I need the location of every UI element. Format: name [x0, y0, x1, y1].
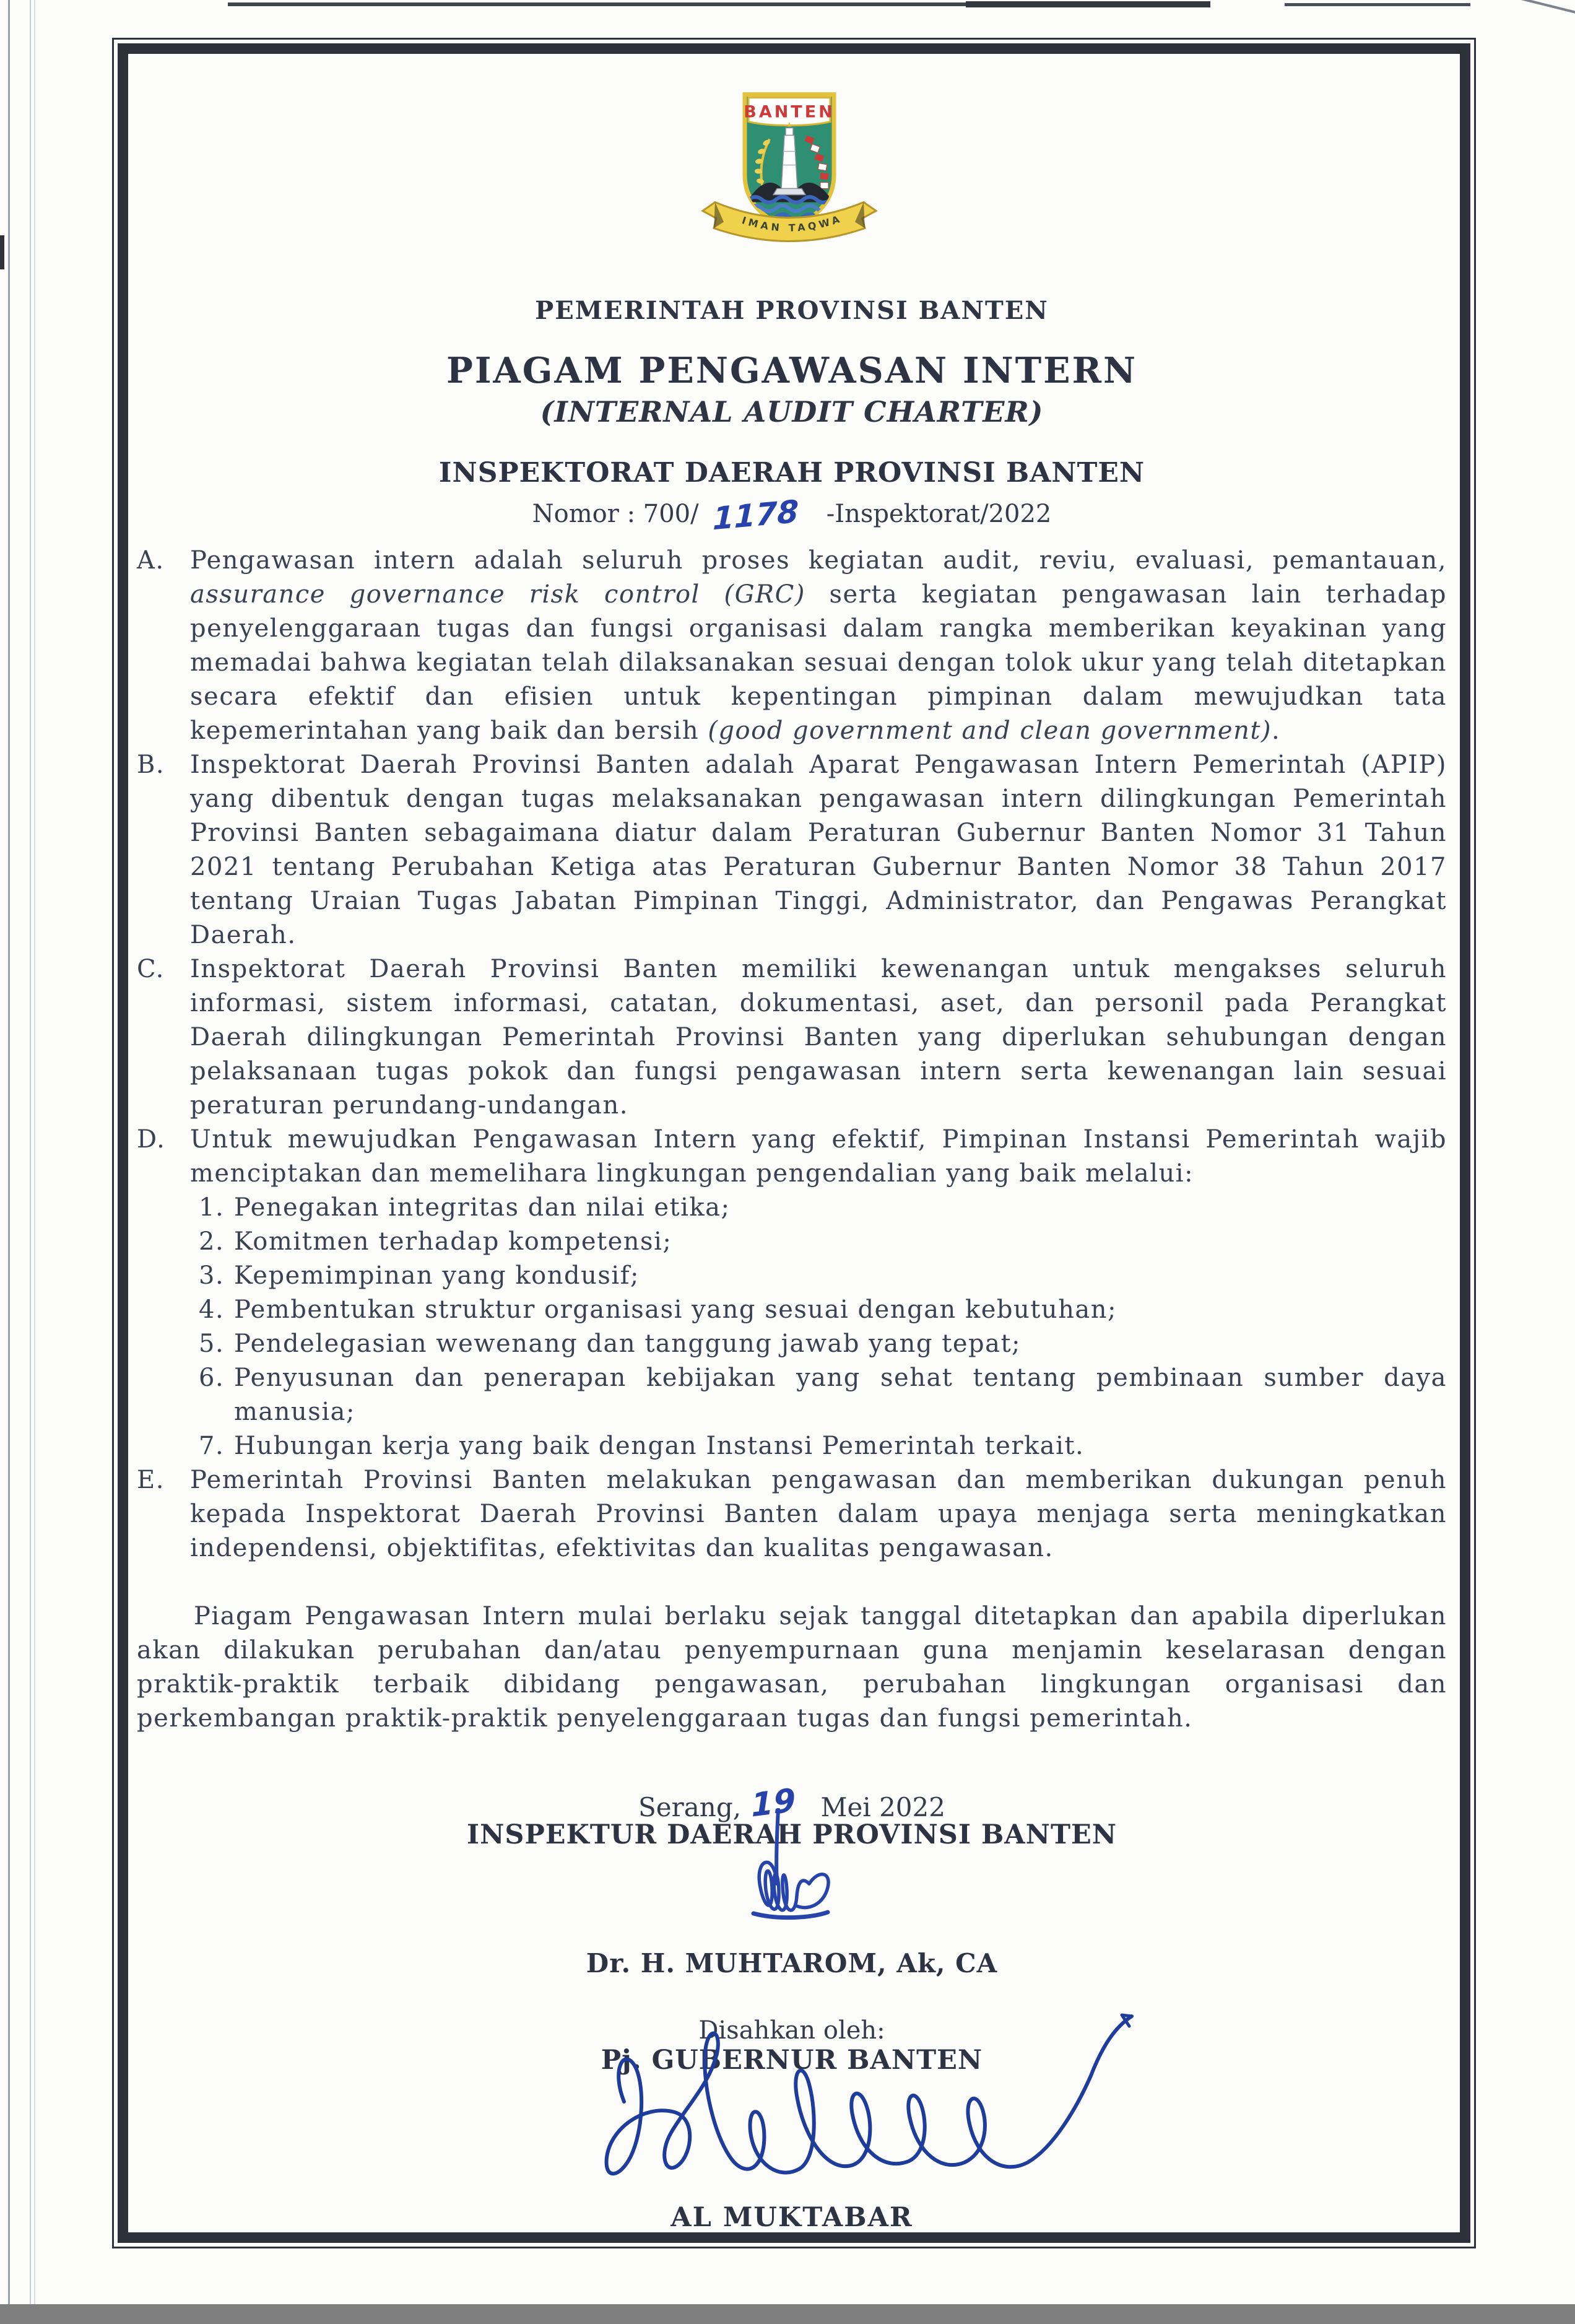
list-item-number: 4.: [199, 1295, 225, 1324]
list-item-text: Kepemimpinan yang kondusif;: [234, 1261, 640, 1290]
document-number-line: [137, 493, 1447, 537]
document-subtitle: (INTERNAL AUDIT CHARTER): [540, 395, 1044, 429]
paragraph-text: Pengawasan intern adalah seluruh proses kegiatan audit, reviu, evaluasi, pemantauan, assurance governance risk control (GRC) serta kegiatan pengawasan lain terhadap penyelenggaraan tugas dan fungsi organisasi dalam rangka memberikan keyakinan yang memadai bahwa kegiatan telah dilaksanakan sesuai dengan tolok ukur yang telah ditetapkan secara efektif dan efisien untuk kepentingan pimpinan dalam mewujudkan tata kepemerintahan yang baik dan bersih (good government and clean government).: [190, 546, 1447, 745]
paragraph-label: D.: [137, 1125, 166, 1154]
signer2-role: Pj. GUBERNUR BANTEN: [601, 2045, 983, 2076]
scan-top-smudge: [966, 1, 1210, 7]
paragraph-c: [137, 952, 1447, 1123]
scan-bottom-band: [0, 2304, 1575, 2324]
list-item-text: Hubungan kerja yang baik dengan Instansi Pemerintah terkait.: [234, 1432, 1085, 1460]
list-item-number: 2.: [199, 1227, 225, 1256]
agency-name: INSPEKTORAT DAERAH PROVINSI BANTEN: [438, 457, 1145, 489]
closing-paragraph: Piagam Pengawasan Intern mulai berlaku sejak tanggal ditetapkan dan apabila diperlukan akan dilakukan perubahan dan/atau penyempurnaan guna menjamin keselarasan dengan praktik-praktik terbaik dibidang pengawasan, perubahan lingkungan organisasi dan perkembangan praktik-praktik penyelenggaraan tugas dan fungsi pemerintah.: [137, 1602, 1447, 1733]
paragraph-text: Untuk mewujudkan Pengawasan Intern yang efektif, Pimpinan Instansi Pemerintah wajib menciptakan dan memelihara lingkungan pengendalian yang baik melalui:: [190, 1125, 1447, 1188]
signer1-signature: [703, 1808, 857, 1932]
handwritten-date: 19: [750, 1782, 797, 1825]
list-item: [199, 1191, 1447, 1225]
government-name: PEMERINTAH PROVINSI BANTEN: [535, 296, 1049, 325]
paragraph-label: A.: [137, 546, 165, 575]
list-item: [199, 1429, 1447, 1463]
banten-provincial-emblem: [696, 82, 882, 252]
document-number-suffix: -Inspektorat/2022: [826, 500, 1052, 528]
signer2-signature: [582, 2009, 1220, 2207]
list-item-text: Penegakan integritas dan nilai etika;: [234, 1193, 731, 1222]
paragraph-list: [137, 544, 1447, 1565]
document-number-prefix: Nomor : 700/: [532, 500, 699, 528]
document-title: PIAGAM PENGAWASAN INTERN: [446, 350, 1138, 391]
paragraph-body: [190, 544, 1447, 748]
scan-top-smudge: [1285, 3, 1470, 6]
paragraph-label: B.: [137, 751, 165, 779]
endorsement-label: Disahkan oleh:: [698, 2016, 885, 2045]
paragraph-body: [190, 952, 1447, 1123]
scan-edge-mark: [0, 235, 4, 269]
list-item-number: 1.: [199, 1193, 225, 1222]
body-block: [137, 544, 1447, 1736]
scan-edge-line: [34, 0, 35, 2304]
paragraph-d: [137, 1123, 1447, 1463]
scan-edge-line: [8, 0, 10, 2304]
paragraph-body: [190, 1123, 1447, 1463]
list-item-text: Penyusunan dan penerapan kebijakan yang sehat tentang pembinaan sumber daya manusia;: [234, 1364, 1447, 1426]
list-item: [199, 1293, 1447, 1327]
list-item-number: 3.: [199, 1261, 225, 1290]
paragraph-text: Inspektorat Daerah Provinsi Banten memiliki kewenangan untuk mengakses seluruh informasi, sistem informasi, catatan, dokumentasi, aset, dan personil pada Perangkat Daerah dilingkungan Pemerintah Provinsi Banten yang diperlukan sehubungan dengan pelaksanaan tugas pokok dan fungsi pengawasan intern serta kewenangan lain sesuai peraturan perundang-undangan.: [190, 955, 1447, 1120]
list-item-text: Pendelegasian wewenang dan tanggung jawab yang tepat;: [234, 1330, 1022, 1358]
logo-banner-text: BANTEN: [744, 102, 835, 122]
handwritten-document-number: 1178: [712, 493, 799, 537]
paragraph-body: [190, 748, 1447, 952]
paragraph-a: [137, 544, 1447, 748]
list-item: [199, 1361, 1447, 1429]
date-rest-text: Mei 2022: [820, 1792, 945, 1822]
logo-ribbon-text: IMAN TAQWA: [740, 212, 844, 234]
scan-top-smudge: [1517, 0, 1575, 15]
paragraph-e: [137, 1463, 1447, 1565]
paragraph-b: [137, 748, 1447, 952]
signer2-name: AL MUKTABAR: [670, 2202, 913, 2233]
list-item-text: Pembentukan struktur organisasi yang sesuai dengan kebutuhan;: [234, 1295, 1117, 1324]
signer1-role: INSPEKTUR DAERAH PROVINSI BANTEN: [466, 1819, 1117, 1850]
list-item: [199, 1259, 1447, 1293]
numbered-list: [199, 1191, 1447, 1463]
document-header: [137, 296, 1447, 537]
paragraph-text: Inspektorat Daerah Provinsi Banten adalah Aparat Pengawasan Intern Pemerintah (APIP) yang dibentuk dengan tugas melaksanakan pengawasan intern dilingkungan Pemerintah Provinsi Banten sebagaimana diatur dalam Peraturan Gubernur Banten Nomor 31 Tahun 2021 tentang Perubahan Ketiga atas Peraturan Gubernur Banten Nomor 38 Tahun 2017 tentang Uraian Tugas Jabatan Pimpinan Tinggi, Administrator, dan Pengawas Perangkat Daerah.: [190, 751, 1447, 949]
list-item: [199, 1225, 1447, 1259]
list-item-text: Komitmen terhadap kompetensi;: [234, 1227, 672, 1256]
list-item-number: 6.: [199, 1364, 225, 1392]
scan-top-smudge: [228, 2, 971, 6]
scan-edge-line: [30, 0, 31, 2304]
list-item: [199, 1327, 1447, 1361]
paragraph-body: [190, 1463, 1447, 1565]
signer1-name: Dr. H. MUHTAROM, Ak, CA: [586, 1948, 998, 1978]
list-item-number: 5.: [199, 1330, 225, 1358]
place-text: Serang,: [638, 1792, 742, 1822]
paragraph-text: Pemerintah Provinsi Banten melakukan pengawasan dan memberikan dukungan penuh kepada Inspektorat Daerah Provinsi Banten dalam upaya menjaga serta meningkatkan independensi, objektifitas, efektivitas dan kualitas pengawasan.: [190, 1466, 1447, 1562]
paragraph-label: C.: [137, 955, 165, 983]
list-item-number: 7.: [199, 1432, 225, 1460]
paragraph-label: E.: [137, 1466, 165, 1494]
